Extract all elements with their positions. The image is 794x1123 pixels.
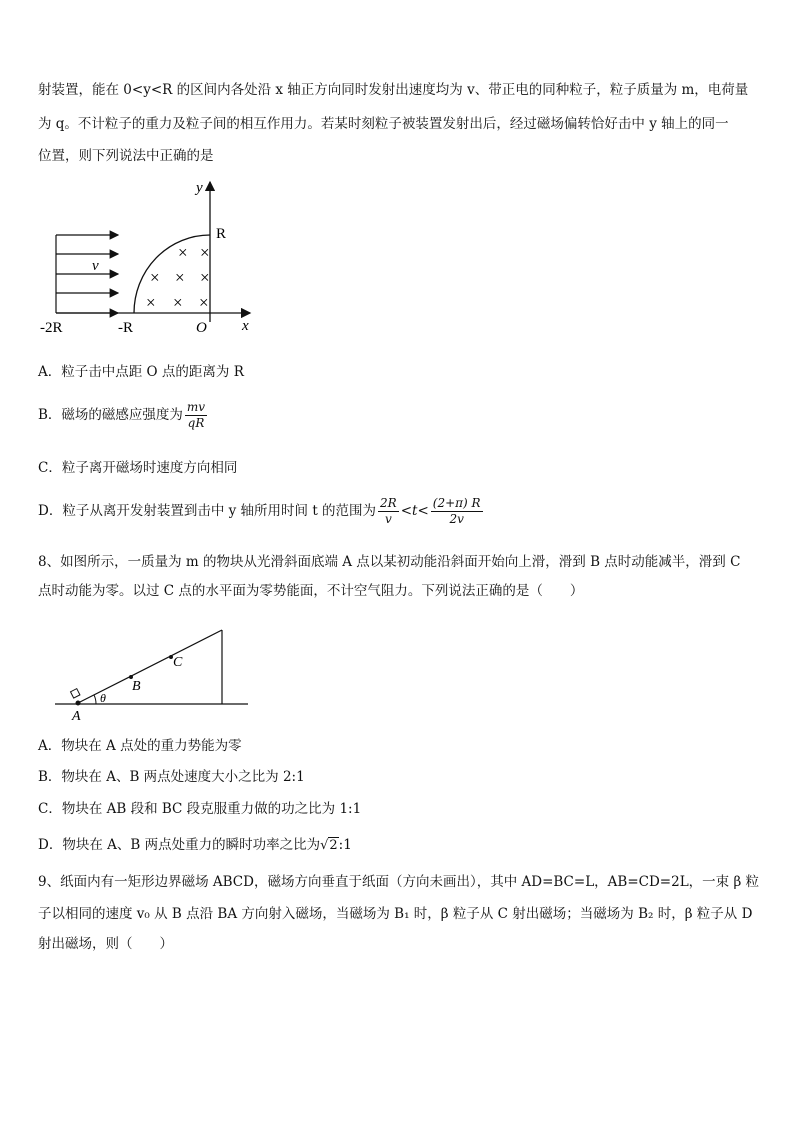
frac-den: v bbox=[384, 512, 392, 526]
x-label: x bbox=[242, 318, 249, 334]
point-a bbox=[76, 701, 81, 706]
magnetic-field-figure bbox=[38, 172, 268, 342]
label-theta: θ bbox=[100, 691, 106, 705]
q8-stem-line-1: 8、如图所示，一质量为 m 的物块从光滑斜面底端 A 点以某初动能沿斜面开始向上滑，滑到 B 点时动能减半，滑到 C bbox=[38, 554, 741, 570]
q8-stem-line-2: 点时动能为零。以过 C 点的水平面为零势能面，不计空气阻力。下列说法正确的是（ ） bbox=[38, 583, 584, 599]
label-c: C bbox=[173, 655, 183, 670]
field-cross: × bbox=[200, 243, 210, 262]
minus-2R-label: -2R bbox=[40, 320, 63, 336]
q7-option-b bbox=[38, 400, 209, 431]
sqrt-radicand: 2 bbox=[329, 838, 338, 853]
frac-num: (2+π) R bbox=[432, 496, 481, 510]
v-label: v bbox=[92, 258, 99, 274]
field-cross: × bbox=[178, 243, 188, 262]
field-cross: × bbox=[146, 293, 156, 312]
q9-stem-line-2: 子以相同的速度 v₀ 从 B 点沿 BA 方向射入磁场，当磁场为 B₁ 时，β 粒子从 C 射出磁场；当磁场为 B₂ 时，β 粒子从 D bbox=[38, 906, 753, 922]
q8-option-a: A．物块在 A 点处的重力势能为零 bbox=[38, 738, 242, 754]
q7-option-d-fraction-1 bbox=[378, 496, 399, 527]
origin-label: O bbox=[196, 320, 207, 336]
q7-option-b-fraction bbox=[185, 400, 207, 431]
field-cross: × bbox=[200, 268, 210, 287]
q7-option-d-text: D．粒子从离开发射装置到击中 y 轴所用时间 t 的范围为 bbox=[38, 503, 377, 519]
q7-option-d-inequality: <t< bbox=[400, 503, 429, 519]
q7-option-d-fraction-2 bbox=[431, 496, 483, 527]
q8-option-d-ratio: :1 bbox=[338, 837, 352, 853]
y-label: y bbox=[196, 180, 203, 196]
q7-option-c: C．粒子离开磁场时速度方向相同 bbox=[38, 460, 238, 476]
R-label: R bbox=[216, 226, 227, 242]
q8-option-d bbox=[38, 835, 352, 856]
angle-arc bbox=[94, 695, 96, 704]
q9-stem-line-1: 9、纸面内有一矩形边界磁场 ABCD，磁场方向垂直于纸面（方向未画出），其中 AD=BC=L，AB=CD=2L，一束 β 粒 bbox=[38, 874, 760, 890]
sqrt-symbol: √2 bbox=[320, 838, 338, 853]
q9-stem-line-3: 射出磁场，则（ ） bbox=[38, 936, 173, 952]
incline-surface bbox=[76, 630, 222, 704]
field-cross: × bbox=[199, 293, 209, 312]
field-cross: × bbox=[173, 293, 183, 312]
frac-num: 2R bbox=[380, 496, 397, 510]
frac-num: mv bbox=[186, 400, 206, 414]
label-a: A bbox=[72, 709, 81, 724]
frac-den: 2v bbox=[449, 512, 464, 526]
label-b: B bbox=[132, 679, 141, 694]
q8-option-b: B．物块在 A、B 两点处速度大小之比为 2:1 bbox=[38, 769, 305, 785]
block bbox=[71, 689, 80, 698]
field-cross: × bbox=[150, 268, 160, 287]
frac-den: qR bbox=[187, 416, 205, 430]
incline-figure bbox=[50, 622, 260, 724]
field-cross: × bbox=[175, 268, 185, 287]
q7-option-d bbox=[38, 496, 485, 527]
intro-line-3: 位置，则下列说法中正确的是 bbox=[38, 148, 214, 164]
intro-line-1: 射装置，能在 0<y<R 的区间内各处沿 x 轴正方向同时发射出速度均为 v、带正电的同种粒子，粒子质量为 m，电荷量 bbox=[38, 82, 749, 98]
q8-option-d-text: D．物块在 A、B 两点处重力的瞬时功率之比为 bbox=[38, 837, 321, 853]
q8-option-c: C．物块在 AB 段和 BC 段克服重力做的功之比为 1:1 bbox=[38, 801, 362, 817]
intro-line-2: 为 q。不计粒子的重力及粒子间的相互作用力。若某时刻粒子被装置发射出后，经过磁场偏转恰好击中 y 轴上的同一 bbox=[38, 116, 729, 132]
minus-R-label: -R bbox=[118, 320, 133, 336]
q7-option-a: A．粒子击中点距 O 点的距离为 R bbox=[38, 364, 244, 380]
q7-option-b-text: B．磁场的磁感应强度为 bbox=[38, 407, 183, 423]
